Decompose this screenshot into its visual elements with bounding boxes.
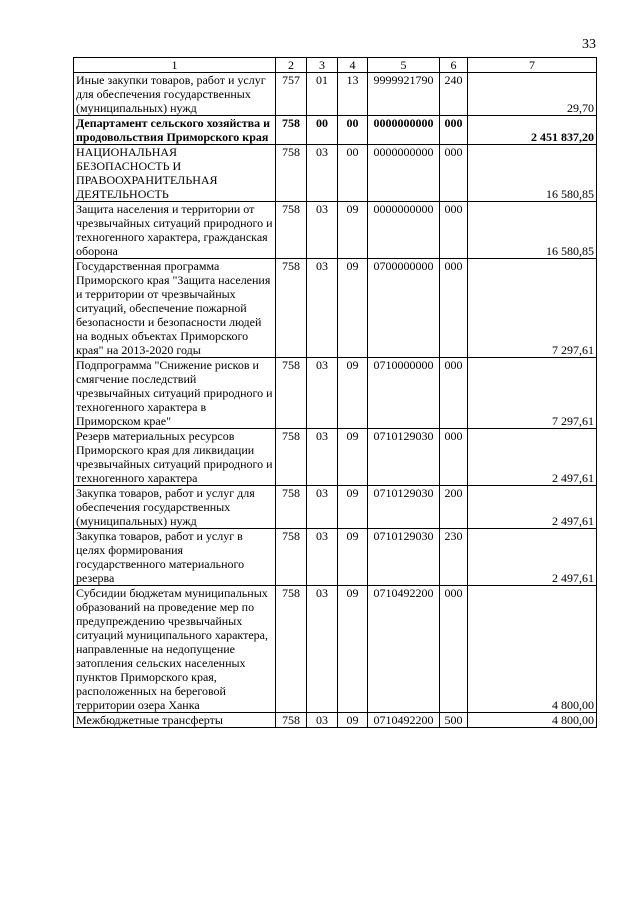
table-row (74, 116, 597, 145)
row-code-grbs: 758 (276, 358, 307, 429)
table-row (74, 529, 597, 586)
row-code-subsection: 09 (338, 358, 368, 429)
row-name: Иные закупки товаров, работ и услуг для обеспечения государственных (муниципальных) нужд (74, 73, 276, 116)
row-amount: 16 580,85 (468, 145, 597, 202)
row-code-type: 240 (440, 73, 468, 116)
table-row (74, 202, 597, 259)
row-name: НАЦИОНАЛЬНАЯ БЕЗОПАСНОСТЬ И ПРАВООХРАНИТЕЛЬНАЯ ДЕЯТЕЛЬНОСТЬ (74, 145, 276, 202)
row-code-target: 0710492200 (368, 586, 440, 713)
table-row (74, 486, 597, 529)
row-code-grbs: 758 (276, 429, 307, 486)
row-code-target: 0710129030 (368, 529, 440, 586)
row-code-target: 0710000000 (368, 358, 440, 429)
row-code-type: 000 (440, 259, 468, 358)
row-code-target: 0000000000 (368, 145, 440, 202)
row-code-type: 000 (440, 116, 468, 145)
row-amount: 16 580,85 (468, 202, 597, 259)
row-code-grbs: 758 (276, 202, 307, 259)
page-number: 33 (582, 37, 596, 52)
row-amount: 29,70 (468, 73, 597, 116)
row-code-section: 03 (307, 586, 338, 713)
row-code-grbs: 758 (276, 529, 307, 586)
row-code-target: 0710492200 (368, 713, 440, 728)
row-name: Государственная программа Приморского края "Защита населения и территории от чрезвычайных ситуаций, обеспечение пожарной безопасности и безопасности людей на водных объектах Приморского края" на 2013-2020 годы (74, 259, 276, 358)
col-header-4: 4 (338, 58, 368, 73)
row-amount: 7 297,61 (468, 358, 597, 429)
row-code-grbs: 758 (276, 586, 307, 713)
table-row (74, 586, 597, 713)
row-name: Защита населения и территории от чрезвычайных ситуаций природного и техногенного характера, гражданская оборона (74, 202, 276, 259)
row-code-type: 000 (440, 145, 468, 202)
row-code-section: 03 (307, 713, 338, 728)
row-amount: 2 497,61 (468, 529, 597, 586)
row-name: Резерв материальных ресурсов Приморского края для ликвидации чрезвычайных ситуаций природного и техногенного характера (74, 429, 276, 486)
row-code-section: 03 (307, 202, 338, 259)
row-name: Департамент сельского хозяйства и продовольствия Приморского края (74, 116, 276, 145)
row-code-subsection: 09 (338, 202, 368, 259)
row-code-subsection: 09 (338, 529, 368, 586)
table-row (74, 713, 597, 728)
row-code-type: 000 (440, 429, 468, 486)
row-code-subsection: 09 (338, 486, 368, 529)
row-code-type: 000 (440, 202, 468, 259)
table-row (74, 145, 597, 202)
col-header-1: 1 (74, 58, 276, 73)
row-code-subsection: 00 (338, 116, 368, 145)
col-header-3: 3 (307, 58, 338, 73)
row-code-type: 500 (440, 713, 468, 728)
row-name: Закупка товаров, работ и услуг для обеспечения государственных (муниципальных) нужд (74, 486, 276, 529)
row-code-section: 03 (307, 259, 338, 358)
col-header-2: 2 (276, 58, 307, 73)
row-code-target: 0700000000 (368, 259, 440, 358)
row-code-target: 0000000000 (368, 202, 440, 259)
row-amount: 7 297,61 (468, 259, 597, 358)
row-code-subsection: 09 (338, 713, 368, 728)
row-code-type: 000 (440, 586, 468, 713)
table-row (74, 429, 597, 486)
row-code-grbs: 758 (276, 259, 307, 358)
row-code-target: 0000000000 (368, 116, 440, 145)
row-amount: 2 497,61 (468, 429, 597, 486)
row-name: Межбюджетные трансферты (74, 713, 276, 728)
row-name: Подпрограмма "Снижение рисков и смягчение последствий чрезвычайных ситуаций природного и техногенного характера в Приморском крае" (74, 358, 276, 429)
row-code-section: 03 (307, 358, 338, 429)
table-header-row (74, 58, 597, 73)
row-code-type: 230 (440, 529, 468, 586)
table-row (74, 358, 597, 429)
row-code-section: 01 (307, 73, 338, 116)
row-code-section: 00 (307, 116, 338, 145)
row-code-subsection: 00 (338, 145, 368, 202)
row-code-subsection: 09 (338, 586, 368, 713)
budget-table (73, 57, 597, 728)
row-code-grbs: 758 (276, 145, 307, 202)
row-code-section: 03 (307, 486, 338, 529)
row-code-subsection: 09 (338, 429, 368, 486)
row-name: Закупка товаров, работ и услуг в целях формирования государственного материального резерва (74, 529, 276, 586)
row-code-section: 03 (307, 145, 338, 202)
row-amount: 4 800,00 (468, 713, 597, 728)
col-header-5: 5 (368, 58, 440, 73)
row-code-grbs: 758 (276, 486, 307, 529)
table-row (74, 73, 597, 116)
row-code-target: 0710129030 (368, 486, 440, 529)
row-code-type: 200 (440, 486, 468, 529)
row-name: Субсидии бюджетам муниципальных образований на проведение мер по предупреждению чрезвычайных ситуаций муниципального характера, направленные на недопущение затопления сельских населенных пунктов Приморского края, расположенных на береговой территории озера Ханка (74, 586, 276, 713)
col-header-7: 7 (468, 58, 597, 73)
row-code-subsection: 13 (338, 73, 368, 116)
row-code-grbs: 758 (276, 713, 307, 728)
row-amount: 2 497,61 (468, 486, 597, 529)
row-code-target: 9999921790 (368, 73, 440, 116)
row-code-grbs: 758 (276, 116, 307, 145)
row-code-grbs: 757 (276, 73, 307, 116)
row-code-type: 000 (440, 358, 468, 429)
row-code-section: 03 (307, 429, 338, 486)
table-row (74, 259, 597, 358)
row-code-target: 0710129030 (368, 429, 440, 486)
row-code-subsection: 09 (338, 259, 368, 358)
row-amount: 4 800,00 (468, 586, 597, 713)
col-header-6: 6 (440, 58, 468, 73)
row-code-section: 03 (307, 529, 338, 586)
row-amount: 2 451 837,20 (468, 116, 597, 145)
